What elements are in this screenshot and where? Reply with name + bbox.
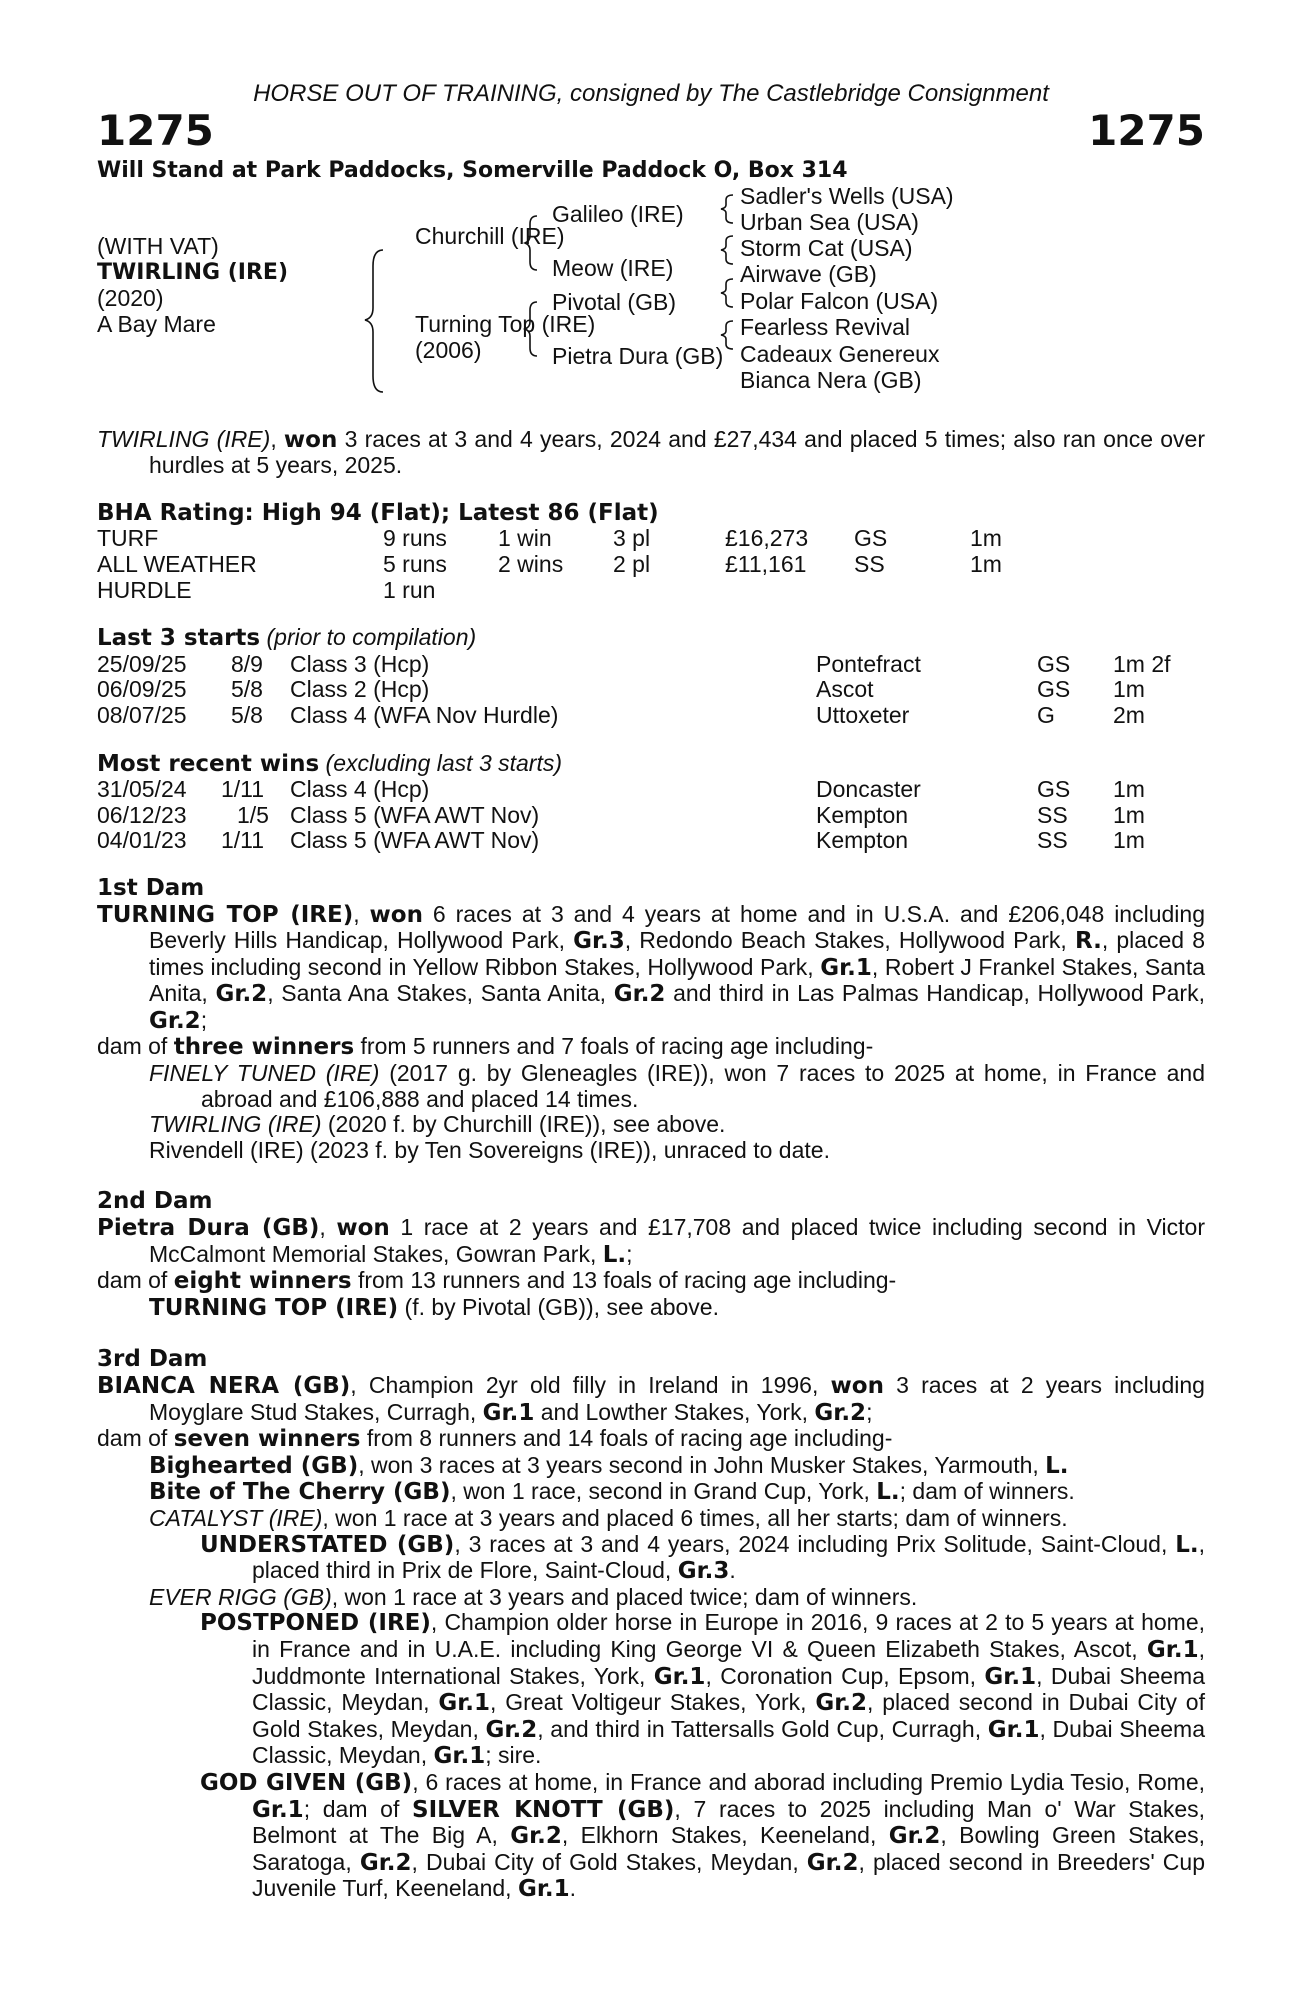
grade: Gr.2 — [510, 1823, 562, 1850]
produce-name: GOD GIVEN (GB) — [200, 1769, 413, 1796]
dam3-text: 3 races at 2 years including Moyglare Stud Stakes, Curragh, — [149, 1372, 1205, 1425]
produce-entry — [97, 1112, 1205, 1138]
race-distance: 1m — [1113, 776, 1145, 803]
dam1-text: 6 races at 3 and 4 years at home and in U.S.A. and £206,048 including Beverly Hills Handicap, Hollywood Park, — [149, 900, 1205, 954]
bha-surface: HURDLE — [97, 576, 192, 603]
winners-count: three winners — [173, 1034, 355, 1061]
produce-entry — [97, 1061, 1205, 1112]
produce-entry — [97, 1506, 1205, 1532]
race-course: Pontefract — [816, 650, 921, 677]
produce-name: CATALYST (IRE) — [149, 1504, 323, 1531]
produce-name: FINELY TUNED (IRE) — [149, 1060, 380, 1087]
ped-sss: Sadler's Wells (USA) — [740, 182, 954, 209]
produce-text: , placed third in Prix de Flore, Saint-Cloud, — [252, 1530, 1206, 1584]
dam1-produce-intro — [97, 1034, 1205, 1061]
grade: Gr.1 — [653, 1663, 706, 1690]
grade: L. — [1045, 1452, 1069, 1479]
race-class: Class 2 (Hcp) — [290, 676, 430, 703]
sire-dam: Meow (IRE) — [552, 254, 674, 281]
bha-table — [97, 526, 1205, 603]
race-summary: TWIRLING (IRE), won 3 races at 3 and 4 years, 2024 and £27,434 and placed 5 times; also ran once over hurdles at 5 years, 2025. — [97, 425, 1205, 479]
produce-text: (2020 f. by Churchill (IRE)), see above. — [321, 1111, 726, 1138]
race-going: SS — [1037, 827, 1068, 854]
produce-text: , placed second in Dubai City of Gold Stakes, Meydan, — [252, 1689, 1205, 1742]
bha-wins: 1 win — [498, 525, 552, 552]
produce-name: Bite of The Cherry (GB) — [149, 1479, 451, 1506]
race-class: Class 4 (Hcp) — [290, 776, 430, 803]
produce-text: , Dubai Sheema Classic, Meydan, — [252, 1662, 1205, 1716]
dam3-text: ; — [866, 1398, 873, 1425]
produce-text: , won 3 races at 3 years second in John Musker Stakes, Yarmouth, — [358, 1451, 1046, 1478]
race-course: Doncaster — [816, 776, 921, 803]
grade: Gr.2 — [888, 1823, 941, 1850]
dam-year: (2006) — [415, 336, 482, 363]
ped-dsd: Fearless Revival — [740, 313, 910, 340]
race-class: Class 5 (WFA AWT Nov) — [290, 801, 540, 828]
table-row — [97, 578, 1205, 604]
produce-name: SILVER KNOTT (GB) — [412, 1796, 675, 1823]
produce-text: , Champion older horse in Europe in 2016, 9 races at 2 to 5 years at home, in France and in U.A.E. including King George VI & Queen Elizabeth Stakes, Ascot, — [252, 1609, 1206, 1662]
race-position: 5/8 — [231, 701, 263, 728]
grade: Gr.2 — [815, 1690, 868, 1717]
dam3-text: and Lowther Stakes, York, — [534, 1398, 815, 1425]
produce-text: (f. by Pivotal (GB)), see above. — [398, 1293, 719, 1320]
bha-wins: 2 wins — [498, 550, 564, 577]
produce-name: Bighearted (GB) — [149, 1452, 359, 1479]
dam1-text: , placed 8 times including second in Yellow Ribbon Stakes, Hollywood Park, — [149, 927, 1206, 980]
race-date: 06/12/23 — [97, 801, 187, 828]
dam2-produce-intro — [97, 1268, 1205, 1295]
consignment-header: HORSE OUT OF TRAINING, consigned by The Castlebridge Consignment — [253, 80, 1049, 107]
grade: Gr.2 — [814, 1399, 867, 1426]
dam1-text: , Robert J Frankel Stakes, Santa Anita, — [149, 953, 1205, 1007]
ped-ssd: Urban Sea (USA) — [740, 208, 919, 235]
grade: Gr.2 — [149, 1007, 201, 1034]
dam2-won: won — [336, 1215, 390, 1242]
summary-won: won — [283, 426, 338, 453]
grade: L. — [876, 1479, 900, 1506]
table-row — [97, 803, 1205, 829]
last3-title: Last 3 starts — [97, 625, 261, 652]
dam1-text: , Redondo Beach Stakes, Hollywood Park, — [624, 927, 1075, 954]
table-row — [97, 777, 1205, 803]
race-position: 1/11 — [221, 827, 265, 854]
produce-text: , Great Voltigeur Stakes, York, — [490, 1689, 816, 1716]
produce-text: , 3 races at 3 and 4 years, 2024 including Prix Solitude, Saint-Cloud, — [454, 1530, 1176, 1557]
grade: Gr.2 — [806, 1849, 859, 1876]
grade: L. — [602, 1241, 627, 1268]
produce-entry — [97, 1532, 1205, 1585]
recent-title: Most recent wins — [97, 750, 320, 777]
produce-text: ; dam of — [303, 1795, 413, 1822]
race-position: 1/11 — [221, 776, 265, 803]
produce-text: . — [729, 1557, 736, 1584]
horse-year: (2020) — [97, 284, 164, 311]
race-going: GS — [1037, 676, 1071, 703]
race-class: Class 4 (WFA Nov Hurdle) — [290, 701, 559, 728]
grade: Gr.2 — [215, 981, 268, 1008]
grade: Gr.1 — [984, 1663, 1037, 1690]
bha-surface: ALL WEATHER — [97, 550, 257, 577]
summary-text: 3 races at 3 and 4 years, 2024 and £27,434 and placed 5 times; also ran once over hurdles at 5 years, 2025. — [149, 425, 1205, 479]
produce-text: (2017 g. by Gleneagles (IRE)), won 7 races to 2025 at home, in France and abroad and £106,888 and placed 14 times. — [201, 1060, 1205, 1112]
recent-note: (excluding last 3 starts) — [325, 749, 563, 776]
bha-surface: TURF — [97, 525, 159, 552]
produce-text: from 5 runners and 7 foals of racing age including- — [354, 1033, 874, 1060]
dam1-text: , Santa Ana Stakes, Santa Anita, — [267, 980, 614, 1007]
produce-name: TWIRLING (IRE) — [149, 1111, 322, 1138]
ped-sds: Storm Cat (USA) — [740, 234, 913, 261]
grade: Gr.1 — [820, 954, 872, 981]
produce-text: , 6 races at home, in France and aborad including Premio Lydia Tesio, Rome, — [412, 1768, 1205, 1795]
grade: Gr.2 — [485, 1716, 538, 1743]
lot-number-right: 1275 — [1088, 106, 1205, 155]
race-distance: 1m — [1113, 801, 1145, 828]
race-course: Uttoxeter — [816, 701, 910, 728]
produce-text: , Dubai City of Gold Stakes, Meydan, — [411, 1848, 807, 1875]
produce-name: TURNING TOP (IRE) — [149, 1294, 399, 1321]
summary-horse-name: TWIRLING (IRE) — [97, 425, 271, 452]
dam3-heading: 3rd Dam — [97, 1346, 208, 1373]
race-class: Class 3 (Hcp) — [290, 650, 430, 677]
produce-text: , Bowling Green Stakes, Saratoga, — [252, 1822, 1205, 1875]
produce-entry — [97, 1585, 1205, 1611]
pedigree-chart — [97, 182, 1205, 411]
produce-entry — [97, 1479, 1205, 1506]
produce-name: EVER RIGG (GB) — [149, 1583, 332, 1610]
produce-text: from 13 runners and 13 foals of racing age including- — [351, 1267, 897, 1294]
lot-number-row — [97, 108, 1205, 154]
produce-text: , won 1 race at 3 years and placed twice; dam of winners. — [331, 1583, 918, 1610]
race-date: 06/09/25 — [97, 676, 187, 703]
grade: Gr.1 — [482, 1399, 535, 1426]
produce-text: . — [569, 1875, 577, 1902]
table-row — [97, 652, 1205, 678]
horse-name: TWIRLING (IRE) — [97, 259, 288, 285]
race-going: SS — [1037, 801, 1068, 828]
sire-sire: Galileo (IRE) — [552, 200, 684, 227]
table-row — [97, 552, 1205, 578]
dam-of: dam of — [97, 1033, 174, 1060]
dam2-heading: 2nd Dam — [97, 1188, 213, 1215]
race-class: Class 5 (WFA AWT Nov) — [290, 827, 540, 854]
dam1-heading: 1st Dam — [97, 874, 205, 901]
produce-text: ; dam of winners. — [899, 1478, 1075, 1505]
dam3-name: BIANCA NERA (GB) — [97, 1373, 351, 1399]
bha-placed: 3 pl — [613, 525, 651, 552]
ped-ddd: Bianca Nera (GB) — [740, 366, 922, 393]
dam1-name: TURNING TOP (IRE) — [97, 901, 354, 928]
last3-note: (prior to compilation) — [266, 624, 477, 651]
table-row — [97, 828, 1205, 854]
ped-sdd: Airwave (GB) — [740, 260, 877, 287]
race-position: 1/5 — [237, 801, 269, 828]
produce-name: POSTPONED (IRE) — [200, 1610, 431, 1637]
race-distance: 1m — [1113, 676, 1145, 703]
bha-earnings: £16,273 — [725, 525, 809, 552]
produce-text: , Juddmonte International Stakes, York, — [252, 1635, 1205, 1689]
dam-sire: Pivotal (GB) — [552, 288, 676, 315]
produce-text: , placed second in Breeders' Cup Juvenile Turf, Keeneland, — [252, 1848, 1205, 1902]
race-distance: 1m — [1113, 827, 1145, 854]
race-position: 5/8 — [231, 676, 263, 703]
produce-entry — [97, 1610, 1205, 1770]
produce-entry — [97, 1770, 1205, 1903]
grade: Gr.1 — [433, 1743, 486, 1770]
lot-number-left: 1275 — [97, 106, 214, 155]
produce-text: ; sire. — [485, 1742, 542, 1769]
race-date: 04/01/23 — [97, 827, 187, 854]
recent-table — [97, 777, 1205, 854]
table-row — [97, 526, 1205, 552]
winners-count: eight winners — [173, 1268, 352, 1295]
produce-text: , won 1 race, second in Grand Cup, York, — [450, 1478, 877, 1505]
bha-runs: 1 run — [383, 576, 436, 603]
ped-dds: Cadeaux Genereux — [740, 340, 940, 367]
table-row — [97, 677, 1205, 703]
produce-entry: Rivendell (IRE) (2023 f. by Ten Sovereigns (IRE)), unraced to date. — [149, 1136, 830, 1163]
dam: Turning Top (IRE) — [415, 310, 596, 337]
produce-text: , Coronation Cup, Epsom, — [705, 1662, 985, 1689]
vat-label: (WITH VAT) — [97, 232, 219, 259]
bha-rating-title: BHA Rating: High 94 (Flat); Latest 86 (Flat) — [97, 499, 659, 526]
race-date: 31/05/24 — [97, 776, 187, 803]
bha-placed: 2 pl — [613, 550, 651, 577]
grade: R. — [1074, 928, 1102, 955]
produce-text: , 7 races to 2025 including Man o' War Stakes, Belmont at The Big A, — [252, 1795, 1205, 1849]
dam3-text: , Champion 2yr old filly in Ireland in 1996, — [350, 1372, 831, 1398]
horse-description: A Bay Mare — [97, 310, 216, 337]
race-course: Kempton — [816, 827, 909, 854]
race-position: 8/9 — [231, 650, 263, 677]
grade: Gr.3 — [573, 928, 625, 955]
recent-title-row — [97, 751, 1205, 778]
sire: Churchill (IRE) — [415, 222, 565, 249]
bha-distance: 1m — [970, 550, 1002, 577]
grade: Gr.3 — [677, 1558, 730, 1585]
dam1-text: ; — [200, 1006, 208, 1033]
grade: Gr.1 — [517, 1876, 570, 1903]
grade: Gr.1 — [252, 1796, 304, 1823]
bha-runs: 9 runs — [383, 525, 447, 552]
produce-text: from 8 runners and 14 foals of racing age including- — [360, 1425, 893, 1452]
last3-title-row — [97, 625, 1205, 652]
dam3-produce-intro — [97, 1426, 1205, 1453]
dam3-record — [97, 1373, 1205, 1426]
produce-text: , and third in Tattersalls Gold Cup, Curragh, — [537, 1715, 988, 1742]
produce-text: , Dubai Sheema Classic, Meydan, — [252, 1715, 1205, 1769]
dam3-won: won — [830, 1373, 884, 1399]
dam2-record: Pietra Dura (GB), won 1 race at 2 years and £17,708 and placed twice including second in Victor McCalmont Memorial Stakes, Gowran Park, L.; — [97, 1214, 1206, 1268]
produce-text: , won 1 race at 3 years and placed 6 times, all her starts; dam of winners. — [322, 1504, 1068, 1531]
last3-table — [97, 652, 1205, 729]
grade: Gr.2 — [613, 981, 666, 1008]
stand-location: Will Stand at Park Paddocks, Somerville Paddock O, Box 314 — [97, 158, 848, 183]
catalogue-page — [97, 80, 1205, 1903]
table-row — [97, 703, 1205, 729]
grade: Gr.1 — [1146, 1636, 1199, 1663]
bha-earnings: £11,161 — [725, 550, 807, 577]
race-date: 25/09/25 — [97, 650, 187, 677]
bha-going: SS — [854, 550, 885, 577]
ped-dss: Polar Falcon (USA) — [740, 287, 939, 314]
winners-count: seven winners — [173, 1426, 361, 1453]
race-going: GS — [1037, 650, 1071, 677]
race-distance: 2m — [1113, 701, 1145, 728]
dam1-won: won — [369, 901, 423, 928]
bha-going: GS — [854, 525, 888, 552]
grade: Gr.1 — [438, 1690, 491, 1717]
race-distance: 1m 2f — [1113, 650, 1171, 677]
dam-of: dam of — [97, 1425, 174, 1452]
dam-of: dam of — [97, 1267, 174, 1294]
dam2-text: 1 race at 2 years and £17,708 and placed twice including second in Victor McCalmont Memorial Stakes, Gowran Park, — [149, 1214, 1206, 1267]
race-going: GS — [1037, 776, 1071, 803]
dam2-text: ; — [626, 1240, 633, 1267]
grade: Gr.2 — [359, 1849, 412, 1876]
bha-distance: 1m — [970, 525, 1002, 552]
dam1-record: TURNING TOP (IRE), won 6 races at 3 and 4 years at home and in U.S.A. and £206,048 including Beverly Hills Handicap, Hollywood Park, Gr.3, Redondo Beach Stakes, Hollywood Park, R., placed 8 times including second in Yellow Ribbon Stakes, Hollywood Park, Gr.1, Robert J Frankel Stakes, Santa Anita, Gr.2, Santa Ana Stakes, Santa Anita, Gr.2 and third in Las Palmas Handicap, Hollywood Park, Gr.2; — [97, 900, 1206, 1034]
dam1-text: and third in Las Palmas Handicap, Hollywood Park, — [665, 980, 1205, 1007]
produce-entry — [97, 1453, 1205, 1480]
race-course: Kempton — [816, 801, 909, 828]
grade: L. — [1175, 1531, 1199, 1558]
grade: Gr.1 — [987, 1716, 1040, 1743]
race-date: 08/07/25 — [97, 701, 187, 728]
produce-text: , Elkhorn Stakes, Keeneland, — [561, 1822, 889, 1849]
bha-runs: 5 runs — [383, 550, 447, 577]
dam2-name: Pietra Dura (GB) — [97, 1215, 320, 1242]
dam-dam: Pietra Dura (GB) — [552, 342, 724, 369]
race-course: Ascot — [816, 676, 874, 703]
produce-entry — [97, 1295, 1205, 1322]
race-going: G — [1037, 701, 1055, 728]
produce-name: UNDERSTATED (GB) — [200, 1531, 455, 1558]
